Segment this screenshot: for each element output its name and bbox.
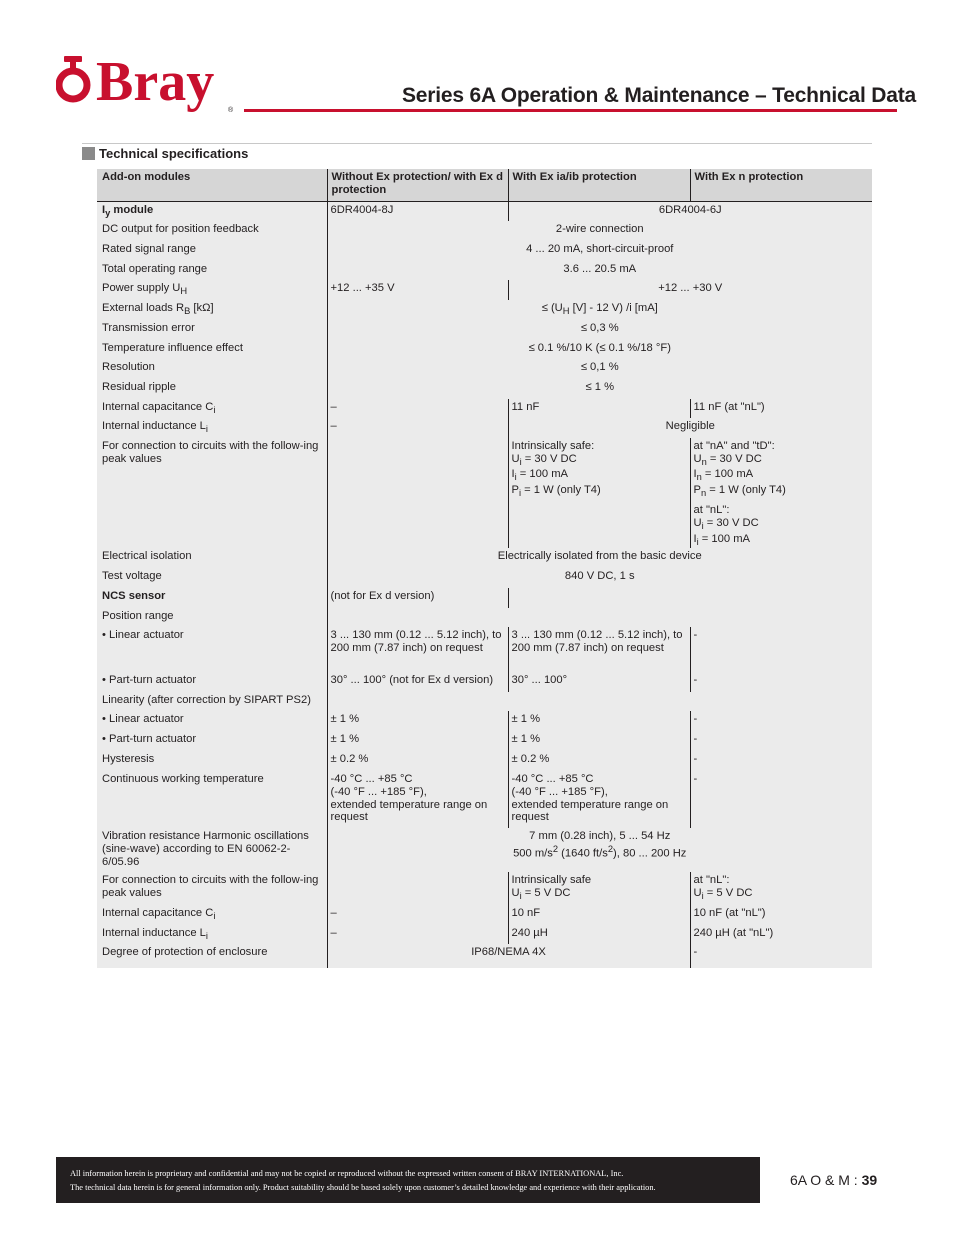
row-value-a: ± 1 % [327,711,508,731]
row-value-a: +12 ... +35 V [327,280,508,300]
row-value-b: 30° ... 100° [508,672,690,692]
row-value-b: 10 nF [508,905,690,925]
row-value-a: ± 0.2 % [327,751,508,771]
row-label: Internal capacitance $C_i$ [97,905,327,925]
section-title-text: Technical specifications [99,146,249,161]
row-value-b: 11 nF [508,399,690,418]
section-heading [82,146,248,161]
table-row [97,872,872,905]
row-label: Internal inductance $L_i$ [97,418,327,438]
table-header-row [97,169,872,201]
row-label: DC output for position feedback [97,221,327,241]
table-row [97,438,872,548]
row-value-a [327,872,508,905]
row-label: For connection to circuits with the follow-ing peak values [97,438,327,548]
row-label: Continuous working temperature [97,771,327,828]
legal-footer [56,1157,760,1203]
registered-mark: ® [228,107,234,114]
table-row [97,261,872,280]
row-label: Vibration resistance Harmonic oscillations (sine-wave) according to EN 60062-2-6/05.96 [97,828,327,872]
page-number: 6A O & M : 39 [790,1172,878,1188]
row-value-c: - [690,627,872,672]
row-value-a [327,438,508,548]
row-label: Degree of protection of enclosure [97,944,327,968]
row-label: Residual ripple [97,379,327,399]
table-row [97,359,872,379]
row-label: • Part-turn actuator [97,672,327,692]
row-value-a: -40 °C ... +85 °C (-40 °F ... +185 °F), extended temperature range on request [327,771,508,828]
row-label: Transmission error [97,320,327,340]
table-row [97,627,872,672]
row-value: ≤ 1 % [327,379,872,399]
section-square-icon [82,147,95,160]
row-value: 840 V DC, 1 s [327,568,872,588]
table-row [97,771,872,828]
table-row [97,588,872,608]
row-label: Total operating range [97,261,327,280]
table-row [97,340,872,359]
row-value: ≤ ($U_H$ [V] - 12 V) /i [mA] [327,300,872,320]
footer-line-2: The technical data herein is for general information only. Product suitability should be based solely upon customer’s detailed knowledge and experience with their application. [70,1183,656,1192]
table-row [97,672,872,692]
row-value-ab: IP68/NEMA 4X [327,944,690,968]
row-value-a: – [327,418,508,438]
col-header-ex-ia: With Ex ia/ib protection [508,169,690,201]
row-value-b: ± 0.2 % [508,751,690,771]
row-value-c: - [690,672,872,692]
row-label: Internal inductance $L_i$ [97,925,327,944]
row-label: • Linear actuator [97,711,327,731]
row-value-c: 10 nF (at "nL") [690,905,872,925]
row-value-bc: Negligible [508,418,872,438]
table-row [97,731,872,751]
ncs-sensor-title: NCS sensor [97,588,327,608]
table-row [97,280,872,300]
row-label: For connection to circuits with the follow-ing peak values [97,872,327,905]
col-header-no-ex: Without Ex protection/ with Ex d protection [327,169,508,201]
logo-wordmark: Bray [96,52,215,113]
row-value-b: 3 ... 130 mm (0.12 ... 5.12 inch), to 200 mm (7.87 inch) on request [508,627,690,672]
row-value-c: 240 µH (at "nL") [690,925,872,944]
table-row [97,399,872,418]
row-label: Linearity (after correction by SIPART PS2) [97,692,327,711]
row-value-c: - [690,731,872,751]
table-row [97,608,872,627]
row-label: Temperature influence effect [97,340,327,359]
section-rule [82,143,872,144]
row-label: Test voltage [97,568,327,588]
row-label: Hysteresis [97,751,327,771]
row-value-a: 3 ... 130 mm (0.12 ... 5.12 inch), to 200 mm (7.87 inch) on request [327,627,508,672]
table-row [97,320,872,340]
table-row [97,944,872,968]
row-value-c: - [690,944,872,968]
table-row [97,905,872,925]
footer-line-1: All information herein is proprietary and confidential and may not be copied or reproduced without the expressed written consent of BRAY INTERNATIONAL, Inc. [70,1169,624,1178]
row-value [327,692,872,711]
row-value-b: ± 1 % [508,731,690,751]
row-label: External loads $R_B$ [kΩ] [97,300,327,320]
row-value-b: Intrinsically safe: $U_i = 30$ V DC $I_i = 100$ mA $P_i = 1$ W (only T4) [508,438,690,548]
row-value-c: at "nA" and "tD": $U_n = 30$ V DC $I_n = 100$ mA $P_n = 1$ W (only T4) at "nL": $U_i = 30$ V DC $I_i = 100$ mA [690,438,872,548]
logo-ring [59,71,87,99]
row-value-bc [508,588,872,608]
iy-part-no-ex: 6DR4004-8J [327,201,508,221]
technical-spec-table [97,169,872,968]
table-row [97,925,872,944]
row-label: Electrical isolation [97,548,327,568]
row-label: Rated signal range [97,241,327,261]
row-value: 7 mm (0.28 inch), 5 ... 54 Hz 500 $m/s^2$ (1640 $ft/s^2$), 80 ... 200 Hz [327,828,872,872]
row-value-c: 11 nF (at "nL") [690,399,872,418]
table-row [97,568,872,588]
table-row [97,241,872,261]
row-label: Internal capacitance $C_i$ [97,399,327,418]
row-value-c: - [690,771,872,828]
table-row [97,201,872,221]
row-value: ≤ 0,1 % [327,359,872,379]
col-header-ex-n: With Ex n protection [690,169,872,201]
row-value-c: - [690,751,872,771]
ncs-note: (not for Ex d version) [327,588,508,608]
table-row [97,828,872,872]
row-label: Resolution [97,359,327,379]
row-value-a: – [327,399,508,418]
row-value-c: - [690,711,872,731]
table-row [97,692,872,711]
row-value-a: – [327,925,508,944]
iy-module-title: $I_y$ module [97,201,327,221]
table-row [97,751,872,771]
iy-part-ex: 6DR4004-6J [508,201,872,221]
row-value: Electrically isolated from the basic device [327,548,872,568]
row-label: Power supply $U_H$ [97,280,327,300]
row-value: 4 ... 20 mA, short-circuit-proof [327,241,872,261]
table-row [97,548,872,568]
row-value-bc: +12 ... +30 V [508,280,872,300]
row-value-b: 240 µH [508,925,690,944]
row-value-a: ± 1 % [327,731,508,751]
row-value-c: at "nL": $U_i = 5$ V DC [690,872,872,905]
row-value: ≤ 0,3 % [327,320,872,340]
table-row [97,418,872,438]
row-value-b: -40 °C ... +85 °C (-40 °F ... +185 °F), extended temperature range on request [508,771,690,828]
page-title: Series 6A Operation & Maintenance – Technical Data [402,84,917,107]
table-row [97,221,872,241]
bray-logo [56,52,246,114]
row-label: • Linear actuator [97,627,327,672]
col-header-modules: Add-on modules [97,169,327,201]
row-value-a: 30° ... 100° (not for Ex d version) [327,672,508,692]
row-value [327,608,872,627]
row-value-b: Intrinsically safe $U_i = 5$ V DC [508,872,690,905]
table-row [97,379,872,399]
row-value-b: ± 1 % [508,711,690,731]
row-value: 2-wire connection [327,221,872,241]
row-value: ≤ 0.1 %/10 K (≤ 0.1 %/18 °F) [327,340,872,359]
row-label: Position range [97,608,327,627]
header-rule [244,109,897,112]
row-label: • Part-turn actuator [97,731,327,751]
table-row [97,300,872,320]
row-value: 3.6 ... 20.5 mA [327,261,872,280]
row-value-a: – [327,905,508,925]
table-row [97,711,872,731]
